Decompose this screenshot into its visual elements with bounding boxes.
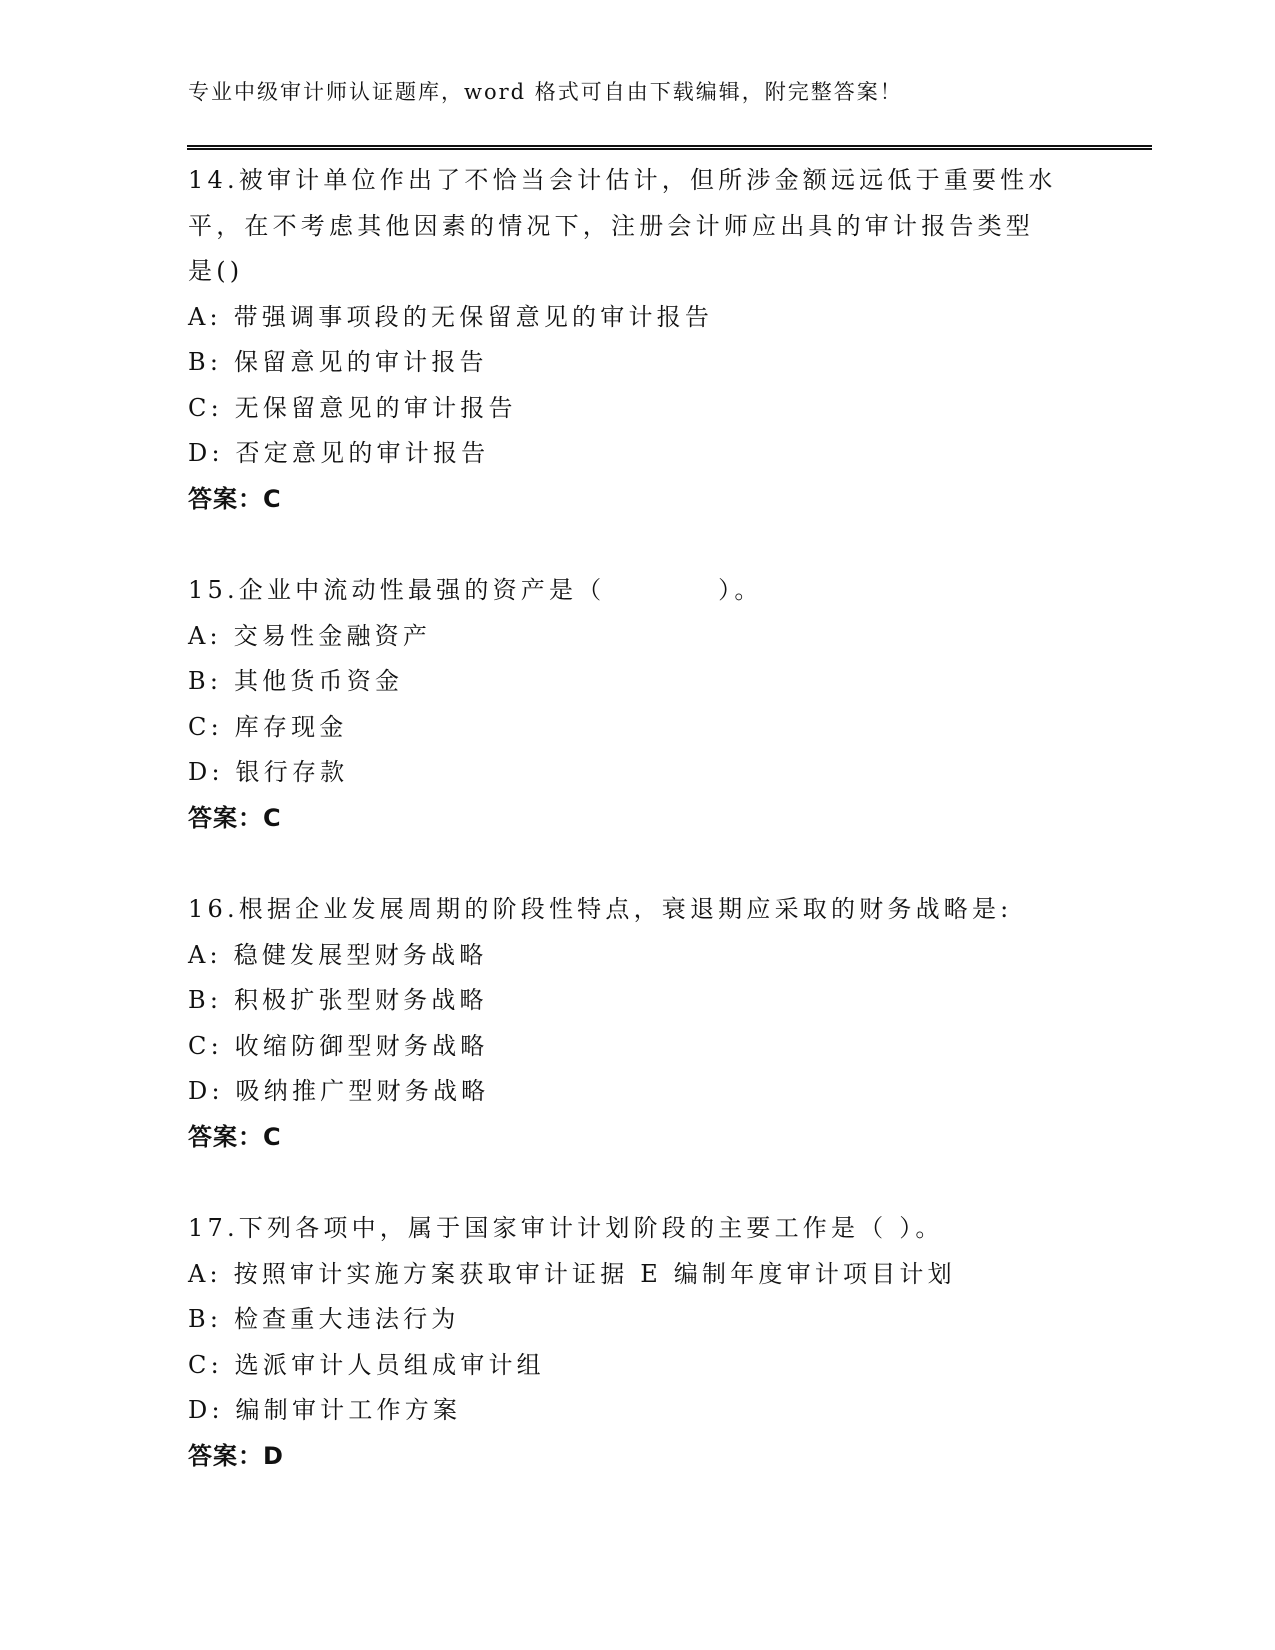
question-16 <box>188 887 1088 1160</box>
option-a: A: 带强调事项段的无保留意见的审计报告 <box>188 302 714 331</box>
question-list <box>188 158 1088 1525</box>
option-c: C: 无保留意见的审计报告 <box>188 393 517 422</box>
question-stem-line: 是() <box>188 257 244 285</box>
option-d: D: 吸纳推广型财务战略 <box>188 1077 490 1105</box>
option-d: D: 银行存款 <box>188 758 349 786</box>
option-b: B: 保留意见的审计报告 <box>188 348 488 376</box>
header-note: 专业中级审计师认证题库，word 格式可自由下载编辑，附完整答案！ <box>188 80 903 104</box>
answer-label: 答案：D <box>188 1441 284 1470</box>
header-double-rule <box>187 145 1152 150</box>
answer-label: 答案：C <box>188 1122 282 1151</box>
option-b: B: 积极扩张型财务战略 <box>188 986 488 1014</box>
option-c: C: 库存现金 <box>188 712 348 741</box>
question-14 <box>188 158 1088 522</box>
answer-label: 答案：C <box>188 803 282 832</box>
question-stem-line: 平，在不考虑其他因素的情况下，注册会计师应出具的审计报告类型 <box>188 211 1034 240</box>
question-17 <box>188 1206 1088 1479</box>
option-d: D: 编制审计工作方案 <box>188 1396 462 1424</box>
option-b: B: 检查重大违法行为 <box>188 1305 460 1333</box>
question-stem-line: 16.根据企业发展周期的阶段性特点，衰退期应采取的财务战略是: <box>188 895 1013 923</box>
option-c: C: 选派审计人员组成审计组 <box>188 1350 545 1379</box>
option-a: A: 按照审计实施方案获取审计证据 E 编制年度审计项目计划 <box>188 1259 956 1288</box>
option-a: A: 稳健发展型财务战略 <box>188 940 488 969</box>
option-b: B: 其他货币资金 <box>188 667 404 695</box>
option-c: C: 收缩防御型财务战略 <box>188 1031 489 1060</box>
question-15 <box>188 568 1088 841</box>
question-stem-line: 15.企业中流动性最强的资产是（ ）。 <box>188 576 763 604</box>
question-stem-line: 17.下列各项中，属于国家审计计划阶段的主要工作是（ ）。 <box>188 1214 944 1242</box>
answer-label: 答案：C <box>188 484 282 513</box>
question-stem-line: 14.被审计单位作出了不恰当会计估计，但所涉金额远远低于重要性水 <box>188 166 1057 194</box>
option-a: A: 交易性金融资产 <box>188 621 432 650</box>
option-d: D: 否定意见的审计报告 <box>188 439 490 467</box>
